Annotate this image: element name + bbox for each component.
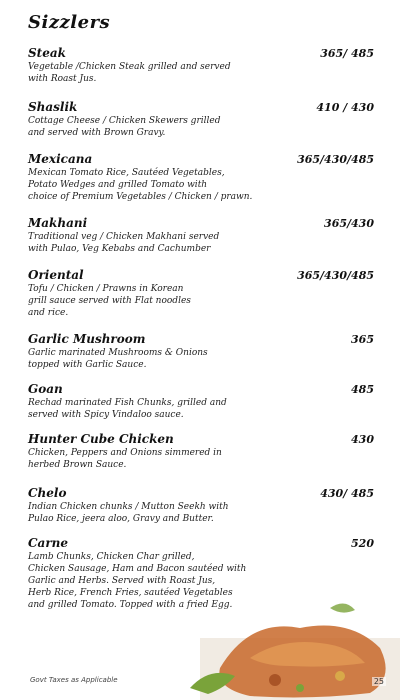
item-description: Chicken, Peppers and Onions simmered in herbed Brown Sauce.: [28, 448, 222, 470]
garnish-dot: [335, 671, 345, 681]
item-name: Goan: [28, 382, 63, 396]
menu-item-garlic-mushroom: [28, 332, 374, 371]
item-price: 520: [351, 537, 374, 550]
item-name: Mexicana: [28, 152, 93, 166]
item-description: Tofu / Chicken / Prawns in Korean grill sauce served with Flat noodles and rice.: [28, 284, 191, 318]
item-name: Chelo: [28, 486, 67, 500]
footer-tax-note: Govt Taxes as Applicable: [30, 676, 118, 684]
food-illustration: [180, 548, 400, 700]
item-name: Oriental: [28, 268, 84, 282]
menu-item-shaslik: [28, 100, 374, 139]
item-description: Lamb Chunks, Chicken Char grilled, Chicken Sausage, Ham and Bacon sautéed with Garlic and Herbs. Served with Roast Jus, Herb Rice, French Fries, sautéed Vegetables and grilled Tomato. Topped with a fried Egg.: [28, 552, 247, 610]
item-description: Garlic marinated Mushrooms & Onions topped with Garlic Sauce.: [28, 348, 208, 370]
menu-item-chelo: [28, 486, 374, 525]
item-name: Steak: [28, 46, 66, 60]
item-description: Vegetable /Chicken Steak grilled and served with Roast Jus.: [28, 62, 231, 84]
item-price: 485: [351, 383, 374, 396]
item-price: 365: [351, 333, 374, 346]
garnish-dot: [269, 674, 281, 686]
item-price: 410 / 430: [316, 101, 374, 114]
item-name: Carne: [28, 536, 69, 550]
item-description: Cottage Cheese / Chicken Skewers grilled and served with Brown Gravy.: [28, 116, 221, 138]
item-price: 365/430/485: [297, 153, 374, 166]
item-price: 365/430: [324, 217, 374, 230]
item-name: Hunter Cube Chicken: [28, 432, 174, 446]
item-description: Mexican Tomato Rice, Sautéed Vegetables, Potato Wedges and grilled Tomato with choice of Premium Vegetables / Chicken / prawn.: [28, 168, 253, 202]
item-name: Makhani: [28, 216, 88, 230]
menu-item-oriental: [28, 268, 374, 319]
item-price: 365/ 485: [320, 47, 374, 60]
item-price: 365/430/485: [297, 269, 374, 282]
item-name: Garlic Mushroom: [28, 332, 146, 346]
item-price: 430/ 485: [320, 487, 374, 500]
section-title: Sizzlers: [28, 12, 111, 33]
menu-item-hunter-cube-chicken: [28, 432, 374, 471]
item-price: 430: [351, 433, 374, 446]
herb-shape-2: [330, 603, 355, 612]
menu-item-steak: [28, 46, 374, 85]
page-number: 25: [373, 677, 384, 686]
item-description: Rechad marinated Fish Chunks, grilled and served with Spicy Vindaloo sauce.: [28, 398, 227, 420]
garnish-dot: [296, 684, 304, 692]
item-description: Indian Chicken chunks / Mutton Seekh with Pulao Rice, jeera aloo, Gravy and Butter.: [28, 502, 229, 524]
menu-item-goan: [28, 382, 374, 421]
menu-item-makhani: [28, 216, 374, 255]
item-name: Shaslik: [28, 100, 78, 114]
menu-item-mexicana: [28, 152, 374, 203]
item-description: Traditional veg / Chicken Makhani served with Pulao, Veg Kebabs and Cachumber: [28, 232, 220, 254]
